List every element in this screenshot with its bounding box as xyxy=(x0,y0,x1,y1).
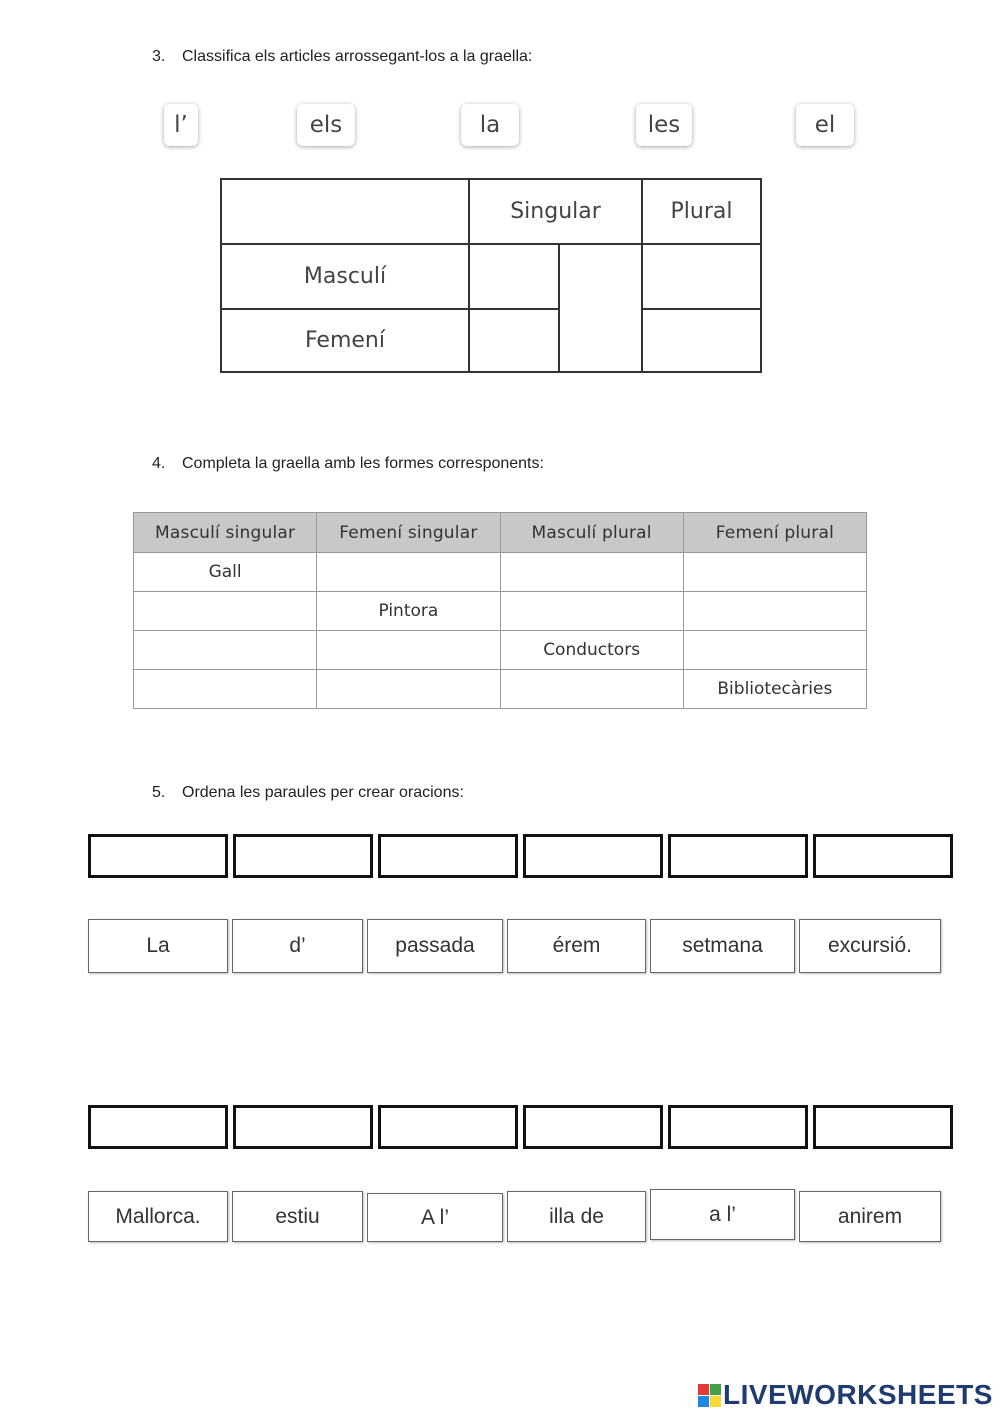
sentence1-slot-5[interactable] xyxy=(668,834,808,878)
drop-fem-singular[interactable] xyxy=(470,310,558,371)
cell-input[interactable] xyxy=(134,670,317,709)
article-chip-les[interactable]: les xyxy=(636,104,692,146)
sentence2-slot-4[interactable] xyxy=(523,1105,663,1149)
q3-instruction: 3. Classifica els articles arrossegant-los a la graella: xyxy=(152,48,533,65)
cell-input[interactable] xyxy=(683,592,866,631)
forms-table xyxy=(133,512,867,709)
word-chip[interactable]: illa de xyxy=(507,1191,646,1242)
sentence2-slot-2[interactable] xyxy=(233,1105,373,1149)
cell-input[interactable] xyxy=(500,592,683,631)
table-row xyxy=(134,631,867,670)
table-row xyxy=(134,670,867,709)
table-row xyxy=(134,553,867,592)
liveworksheets-logo xyxy=(698,1379,993,1411)
cell-input[interactable] xyxy=(500,553,683,592)
sentence1-slot-1[interactable] xyxy=(88,834,228,878)
cell-input[interactable] xyxy=(317,553,500,592)
word-chip[interactable]: anirem xyxy=(799,1191,941,1242)
drop-fem-plural[interactable] xyxy=(643,310,760,371)
word-chip[interactable]: d’ xyxy=(232,919,363,973)
logo-square xyxy=(698,1396,709,1407)
word-chip[interactable]: estiu xyxy=(232,1191,363,1242)
logo-text: LIVEWORKSHEETS xyxy=(723,1379,993,1410)
col-header-masc-singular: Masculí singular xyxy=(134,513,317,553)
article-chip-la[interactable]: la xyxy=(461,104,519,146)
sentence1-slot-2[interactable] xyxy=(233,834,373,878)
word-chip[interactable]: setmana xyxy=(650,919,795,973)
row-label-masculine: Masculí xyxy=(303,264,387,289)
cell-input[interactable] xyxy=(317,631,500,670)
q5-instruction: 5. Ordena les paraules per crear oracions: xyxy=(152,784,464,801)
col-header-fem-singular: Femení singular xyxy=(317,513,500,553)
drop-masc-singular[interactable] xyxy=(470,245,558,308)
word-chip[interactable]: érem xyxy=(507,919,646,973)
header-plural: Plural xyxy=(670,199,733,224)
word-chip[interactable]: A l’ xyxy=(367,1193,503,1242)
sentence2-slot-6[interactable] xyxy=(813,1105,953,1149)
cell-input[interactable] xyxy=(134,631,317,670)
article-chip-el[interactable]: el xyxy=(796,104,854,146)
cell-given: Pintora xyxy=(317,592,500,631)
sentence1-slot-3[interactable] xyxy=(378,834,518,878)
cell-input[interactable] xyxy=(317,670,500,709)
q4-instruction: 4. Completa la graella amb les formes corresponents: xyxy=(152,455,544,472)
cell-given: Gall xyxy=(134,553,317,592)
sentence2-slot-1[interactable] xyxy=(88,1105,228,1149)
cell-given: Bibliotecàries xyxy=(683,670,866,709)
article-classification-grid xyxy=(220,178,762,373)
logo-square xyxy=(710,1396,721,1407)
word-chip[interactable]: passada xyxy=(367,919,503,973)
word-chip[interactable]: Mallorca. xyxy=(88,1191,228,1242)
logo-square xyxy=(698,1384,709,1395)
drop-shared-singular[interactable] xyxy=(560,245,641,371)
word-chip[interactable]: a l’ xyxy=(650,1189,795,1240)
header-singular: Singular xyxy=(510,199,601,224)
cell-input[interactable] xyxy=(134,592,317,631)
col-header-masc-plural: Masculí plural xyxy=(500,513,683,553)
row-label-feminine: Femení xyxy=(304,328,385,353)
table-row xyxy=(134,592,867,631)
sentence1-slot-4[interactable] xyxy=(523,834,663,878)
col-header-fem-plural: Femení plural xyxy=(683,513,866,553)
cell-input[interactable] xyxy=(683,553,866,592)
article-chip-els[interactable]: els xyxy=(297,104,355,146)
sentence1-slot-6[interactable] xyxy=(813,834,953,878)
logo-square xyxy=(710,1384,721,1395)
logo-icon xyxy=(698,1384,721,1407)
drop-masc-plural[interactable] xyxy=(643,245,760,308)
cell-input[interactable] xyxy=(500,670,683,709)
article-chip-l[interactable]: l’ xyxy=(164,104,198,146)
word-chip[interactable]: La xyxy=(88,919,228,973)
cell-input[interactable] xyxy=(683,631,866,670)
sentence2-slot-3[interactable] xyxy=(378,1105,518,1149)
sentence2-slot-5[interactable] xyxy=(668,1105,808,1149)
word-chip[interactable]: excursió. xyxy=(799,919,941,973)
cell-given: Conductors xyxy=(500,631,683,670)
